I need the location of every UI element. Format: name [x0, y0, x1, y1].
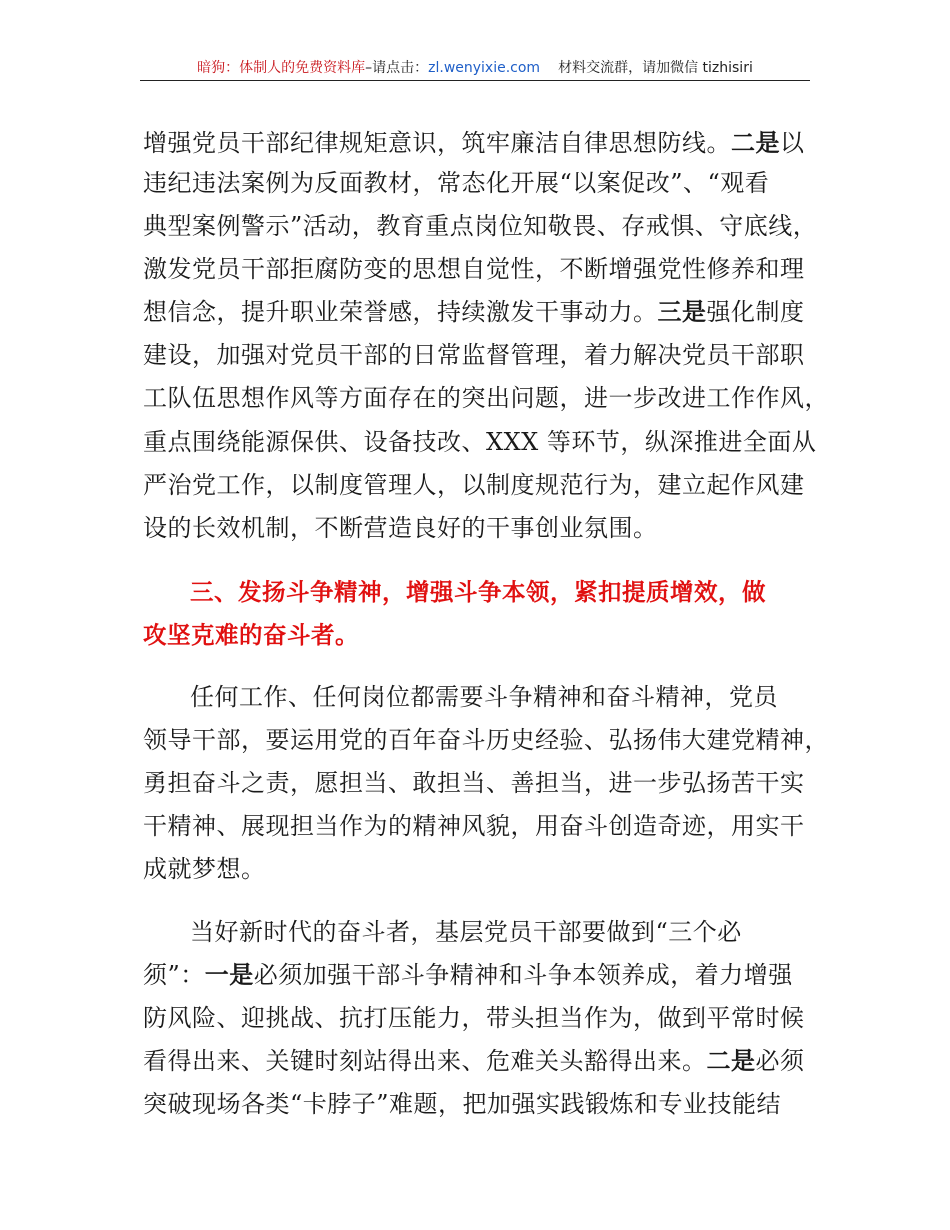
p3-line-5: 突破现场各类“卡脖子”难题，把加强实践锻炼和专业技能结 [143, 1090, 782, 1118]
section-heading-line-2: 攻坚克难的奋斗者。 [143, 621, 359, 649]
p1-bold-sanshi: 三是 [657, 298, 707, 326]
header-wechat-note: 材料交流群，请加微信 tizhisiri [558, 60, 753, 76]
p1-line-8: 重点围绕能源保供、设备技改、XXX 等环节，纵深推进全面从 [143, 428, 817, 456]
page-header [140, 58, 810, 81]
p1-line-4: 激发党员干部拒腐防变的思想自觉性，不断增强党性修养和理 [143, 255, 805, 283]
p1-line-10: 设的长效机制，不断营造良好的干事创业氛围。 [143, 514, 658, 542]
p1-line-7: 工队伍思想作风等方面存在的突出问题，进一步改进工作作风， [143, 384, 829, 412]
p3-line-3: 防风险、迎挑战、抗打压能力，带头担当作为，做到平常时候 [143, 1004, 805, 1032]
p3-line-2: 须”：一是必须加强干部斗争精神和斗争本领养成，着力增强 [143, 961, 793, 989]
p1-line-9: 严治党工作，以制度管理人，以制度规范行为，建立起作风建 [143, 471, 805, 499]
header-prompt: –请点击： [365, 60, 429, 76]
p1-line-1: 增强党员干部纪律规矩意识，筑牢廉洁自律思想防线。二是以 [143, 129, 805, 157]
header-site-name: 暗狗：体制人的免费资料库 [197, 60, 366, 76]
p3-bold-yishi: 一是 [204, 961, 254, 989]
p2-line-1: 任何工作、任何岗位都需要斗争精神和奋斗精神，党员 [190, 683, 778, 711]
p2-line-2: 领导干部，要运用党的百年奋斗历史经验、弘扬伟大建党精神， [143, 726, 829, 754]
p1-line-2: 违纪违法案例为反面教材，常态化开展“以案促改”、“观看 [143, 169, 770, 197]
p3-line-1: 当好新时代的奋斗者，基层党员干部要做到“三个必 [190, 918, 742, 946]
p1-bold-ershi: 二是 [731, 129, 780, 157]
p1-line-6: 建设，加强对党员干部的日常监督管理，着力解决党员干部职 [143, 341, 805, 369]
p2-line-3: 勇担奋斗之责，愿担当、敢担当、善担当，进一步弘扬苦干实 [143, 769, 805, 797]
p3-line-4: 看得出来、关键时刻站得出来、危难关头豁得出来。二是必须 [143, 1047, 805, 1075]
header-url-link[interactable]: zl.wenyixie.com [428, 60, 541, 76]
p2-line-5: 成就梦想。 [143, 855, 266, 883]
p3-bold-ershi: 二是 [706, 1047, 756, 1075]
p1-line-3: 典型案例警示”活动，教育重点岗位知敬畏、存戒惧、守底线， [143, 212, 818, 240]
p2-line-4: 干精神、展现担当作为的精神风貌，用奋斗创造奇迹，用实干 [143, 812, 805, 840]
section-heading-line-1: 三、发扬斗争精神，增强斗争本领，紧扣提质增效，做 [190, 578, 766, 606]
p1-line-5: 想信念，提升职业荣誉感，持续激发干事动力。三是强化制度 [143, 298, 805, 326]
